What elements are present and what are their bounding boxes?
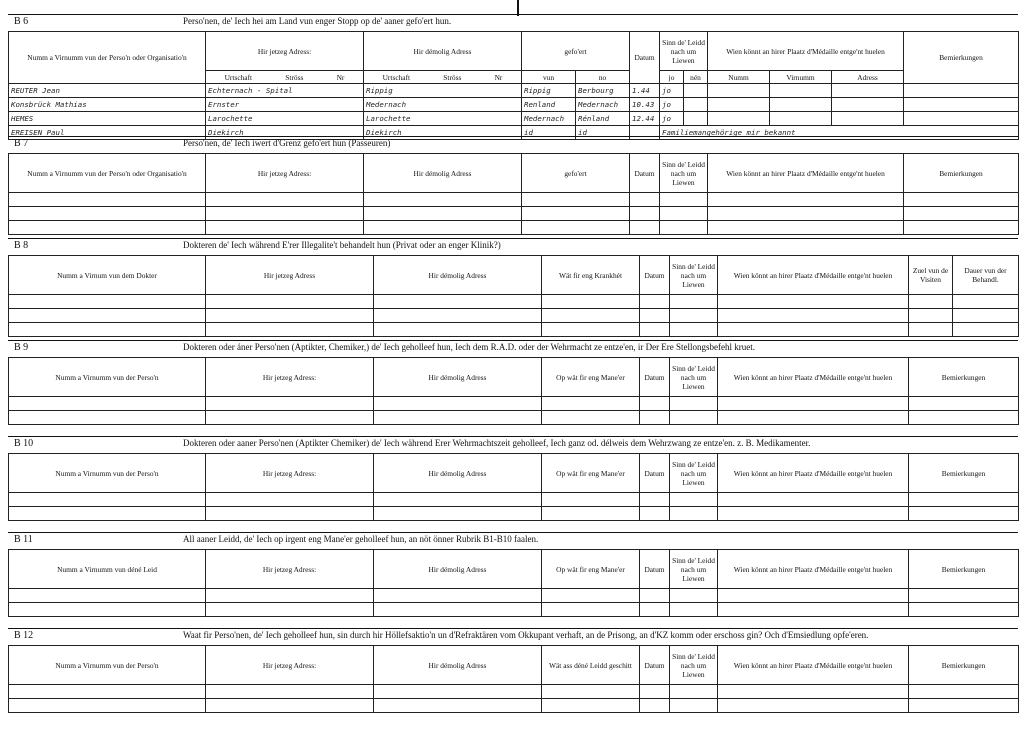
col-former-address-header: Hir démolig Adress — [374, 550, 542, 589]
sub-adress: Adress — [832, 71, 904, 84]
entry-alive: jo — [660, 98, 684, 112]
col-current-address-header: Hir jetzeg Adress: — [206, 154, 364, 193]
entry-to: Rénland — [576, 112, 630, 126]
entry-name: HEMES — [9, 112, 206, 126]
section-code: B 10 — [14, 438, 34, 449]
form-table — [8, 357, 1019, 425]
sub-no: nén — [684, 71, 708, 84]
entry-former-address: Medernach — [364, 98, 522, 112]
sub-to: no — [576, 71, 630, 84]
col-medal-header: Wien könnt an hirer Plaatz d'Médaille entge'nt huelen — [718, 454, 909, 493]
col-manner-header: Op wät fir eng Mane'er — [542, 454, 640, 493]
section-code: B 11 — [14, 534, 33, 545]
form-table — [8, 453, 1019, 521]
section-code: B 9 — [14, 342, 29, 353]
col-remarks-header: Bemierkungen — [909, 646, 1019, 685]
col-date-header: Datum — [630, 32, 660, 84]
col-current-address-header: Hir jetzeg Adress: — [206, 454, 374, 493]
form-table — [8, 153, 1019, 235]
entry-note: Familiemangehörige mir bekannt — [660, 126, 1019, 140]
col-date-header: Datum — [640, 256, 670, 295]
col-current-address-header: Hir jetzeg Adress: — [206, 646, 374, 685]
section-b11 — [8, 532, 1018, 617]
col-visits-header: Zuel vun de Visiten — [909, 256, 953, 295]
table-row — [9, 84, 1019, 98]
col-alive-header: Sinn de' Leidd nach um Liewen — [660, 32, 708, 71]
entry-name: REUTER Jean — [9, 84, 206, 98]
entry-date: 1.44 — [630, 84, 660, 98]
col-former-address-header: Hir démolig Adress — [374, 646, 542, 685]
sub-virnumm: Virnumm — [770, 71, 832, 84]
entry-from: Rippig — [522, 84, 576, 98]
entry-alive: jo — [660, 84, 684, 98]
col-current-address-header: Hir jetzeg Adress: — [206, 550, 374, 589]
col-illness-header: Wät fir eng Krankhét — [542, 256, 640, 295]
col-current-address-header: Hir jetzeg Adress — [206, 256, 374, 295]
section-b12 — [8, 628, 1018, 713]
col-name-header: Numm a Virnumm vun der Perso'n oder Organisatio'n — [9, 154, 206, 193]
section-b6 — [8, 14, 1018, 140]
col-former-address-header: Hir démolig Adress — [364, 154, 522, 193]
col-former-address-header: Hir démolig Adress — [374, 454, 542, 493]
entry-date: 10.43 — [630, 98, 660, 112]
form-table — [8, 255, 1019, 337]
entry-to: id — [576, 126, 630, 140]
sub-address-cols: Urtschaft Ströss Nr — [206, 71, 364, 84]
section-b7 — [8, 136, 1018, 235]
section-code: B 12 — [14, 630, 34, 641]
form-table — [8, 645, 1019, 713]
entry-current-address: Larochette — [206, 112, 364, 126]
col-date-header: Datum — [630, 154, 660, 193]
col-current-address-header: Hir jetzeg Adress: — [206, 32, 364, 71]
entry-current-address: Diekirch — [206, 126, 364, 140]
col-transported-header: gefo'ert — [522, 32, 630, 71]
entry-date: 12.44 — [630, 112, 660, 126]
sub-yes: jo — [660, 71, 684, 84]
col-medal-header: Wien könnt an hirer Plaatz d'Médaille entge'nt huelen — [718, 550, 909, 589]
col-remarks-header: Bemierkungen — [904, 32, 1019, 84]
section-title: Perso'nen, de' Iech hei am Land vun enger Stopp op de' aaner gefo'ert hun. — [183, 16, 452, 26]
col-former-address-header: Hir démolig Adress — [374, 358, 542, 397]
entry-name: EREISEN Paul — [9, 126, 206, 140]
entry-from: id — [522, 126, 576, 140]
col-manner-header: Op wät fir eng Mane'er — [542, 550, 640, 589]
section-title: Dokteren oder aaner Perso'nen (Aptikter Chemiker) de' Iech während Erer Wehrmachtszeit geholleef, Iech ganz od. délweis dem Wehrzwang ze entze'en. z. B. Medikamenter. — [183, 438, 811, 448]
col-former-address-header: Hir démolig Adress — [374, 256, 542, 295]
col-transported-header: gefo'ert — [522, 154, 630, 193]
col-name-header: Numm a Virnumm vun déné Leid — [9, 550, 206, 589]
entry-to: Medernach — [576, 98, 630, 112]
col-medal-header: Wien könnt an hirer Plaatz d'Médaille entge'nt huelen — [708, 32, 904, 71]
col-medal-header: Wien könnt an hirer Plaatz d'Médaille entge'nt huelen — [708, 154, 904, 193]
table-row — [9, 98, 1019, 112]
entry-name: Konsbrück Mathias — [9, 98, 206, 112]
section-b10 — [8, 436, 1018, 521]
col-former-address-header: Hir démolig Adress — [364, 32, 522, 71]
section-b8 — [8, 238, 1018, 337]
section-title: Waat fir Perso'nen, de' Iech geholleef hun, sin durch hir Höllefsaktio'n un d'Refraktären vom Okkupant verhaft, an de Prisong, an d'KZ komm oder erschoss gin? Och d'Emsiedlung opfe'eren. — [183, 630, 869, 640]
col-medal-header: Wien könnt an hirer Plaatz d'Médaille entge'nt huelen — [718, 358, 909, 397]
entry-former-address: Larochette — [364, 112, 522, 126]
sub-address-cols: Urtschaft Ströss Nr — [364, 71, 522, 84]
col-name-header: Numm a Virnumm vun der Perso'n — [9, 358, 206, 397]
col-alive-header: Sinn de' Leidd nach um Liewen — [660, 154, 708, 193]
col-date-header: Datum — [640, 358, 670, 397]
col-medal-header: Wien könnt an hirer Plaatz d'Médaille entge'nt huelen — [718, 646, 909, 685]
col-remarks-header: Bemierkungen — [904, 154, 1019, 193]
col-current-address-header: Hir jetzeg Adress: — [206, 358, 374, 397]
entry-former-address: Diekirch — [364, 126, 522, 140]
entry-from: Renland — [522, 98, 576, 112]
col-name-header: Numm a Virnumm vun der Perso'n — [9, 646, 206, 685]
section-code: B 6 — [14, 16, 29, 27]
col-name-header: Numm a Virnum vun dem Dokter — [9, 256, 206, 295]
section-code: B 7 — [14, 138, 29, 149]
table-row — [9, 112, 1019, 126]
col-date-header: Datum — [640, 454, 670, 493]
col-date-header: Datum — [640, 646, 670, 685]
entry-from: Medernach — [522, 112, 576, 126]
section-title: Dokteren de' Iech während E'rer Illegalite't behandelt hun (Privat oder an enger Klinik?) — [183, 240, 501, 250]
sub-numm: Numm — [708, 71, 770, 84]
sub-from: vun — [522, 71, 576, 84]
col-medal-header: Wien könnt an hirer Plaatz d'Médaille entge'nt huelen — [718, 256, 909, 295]
entry-current-address: Echternach - Spital — [206, 84, 364, 98]
entry-to: Berbourg — [576, 84, 630, 98]
col-alive-header: Sinn de' Leidd nach um Liewen — [670, 646, 718, 685]
entry-former-address: Rippig — [364, 84, 522, 98]
col-what-header: Wät ass déné Leidd geschitt — [542, 646, 640, 685]
section-b9 — [8, 340, 1018, 425]
form-table — [8, 31, 1019, 140]
entry-current-address: Ernster — [206, 98, 364, 112]
col-alive-header: Sinn de' Leidd nach um Liewen — [670, 256, 718, 295]
col-name-header: Numm a Virnumm vun der Perso'n oder Organisatio'n — [9, 32, 206, 84]
col-name-header: Numm a Virnumm vun der Perso'n — [9, 454, 206, 493]
col-manner-header: Op wät fir eng Mane'er — [542, 358, 640, 397]
col-remarks-header: Bemierkungen — [909, 550, 1019, 589]
col-remarks-header: Bemierkungen — [909, 358, 1019, 397]
section-code: B 8 — [14, 240, 29, 251]
section-title: All aaner Leidd, de' Iech op irgent eng Mane'er geholleef hun, an nöt önner Rubrik B1-B10 faalen. — [183, 534, 539, 544]
col-alive-header: Sinn de' Leidd nach um Liewen — [670, 358, 718, 397]
col-alive-header: Sinn de' Leidd nach um Liewen — [670, 454, 718, 493]
section-title: Perso'nen, de' Iech iwert d'Grenz gefo'ert hun (Passeuren) — [183, 138, 391, 148]
col-remarks-header: Bemierkungen — [909, 454, 1019, 493]
form-table — [8, 549, 1019, 617]
section-title: Dokteren oder áner Perso'nen (Aptikter, Chemiker,) de' Iech geholleef hun, Iech dem R.A.D. oder der Wehrmacht ze entze'en, ir Der Ere Stellongsbefehl kruet. — [183, 342, 756, 352]
col-date-header: Datum — [640, 550, 670, 589]
entry-alive: jo — [660, 112, 684, 126]
col-duration-header: Dauer vun der Behandl. — [953, 256, 1019, 295]
col-alive-header: Sinn de' Leidd nach um Liewen — [670, 550, 718, 589]
